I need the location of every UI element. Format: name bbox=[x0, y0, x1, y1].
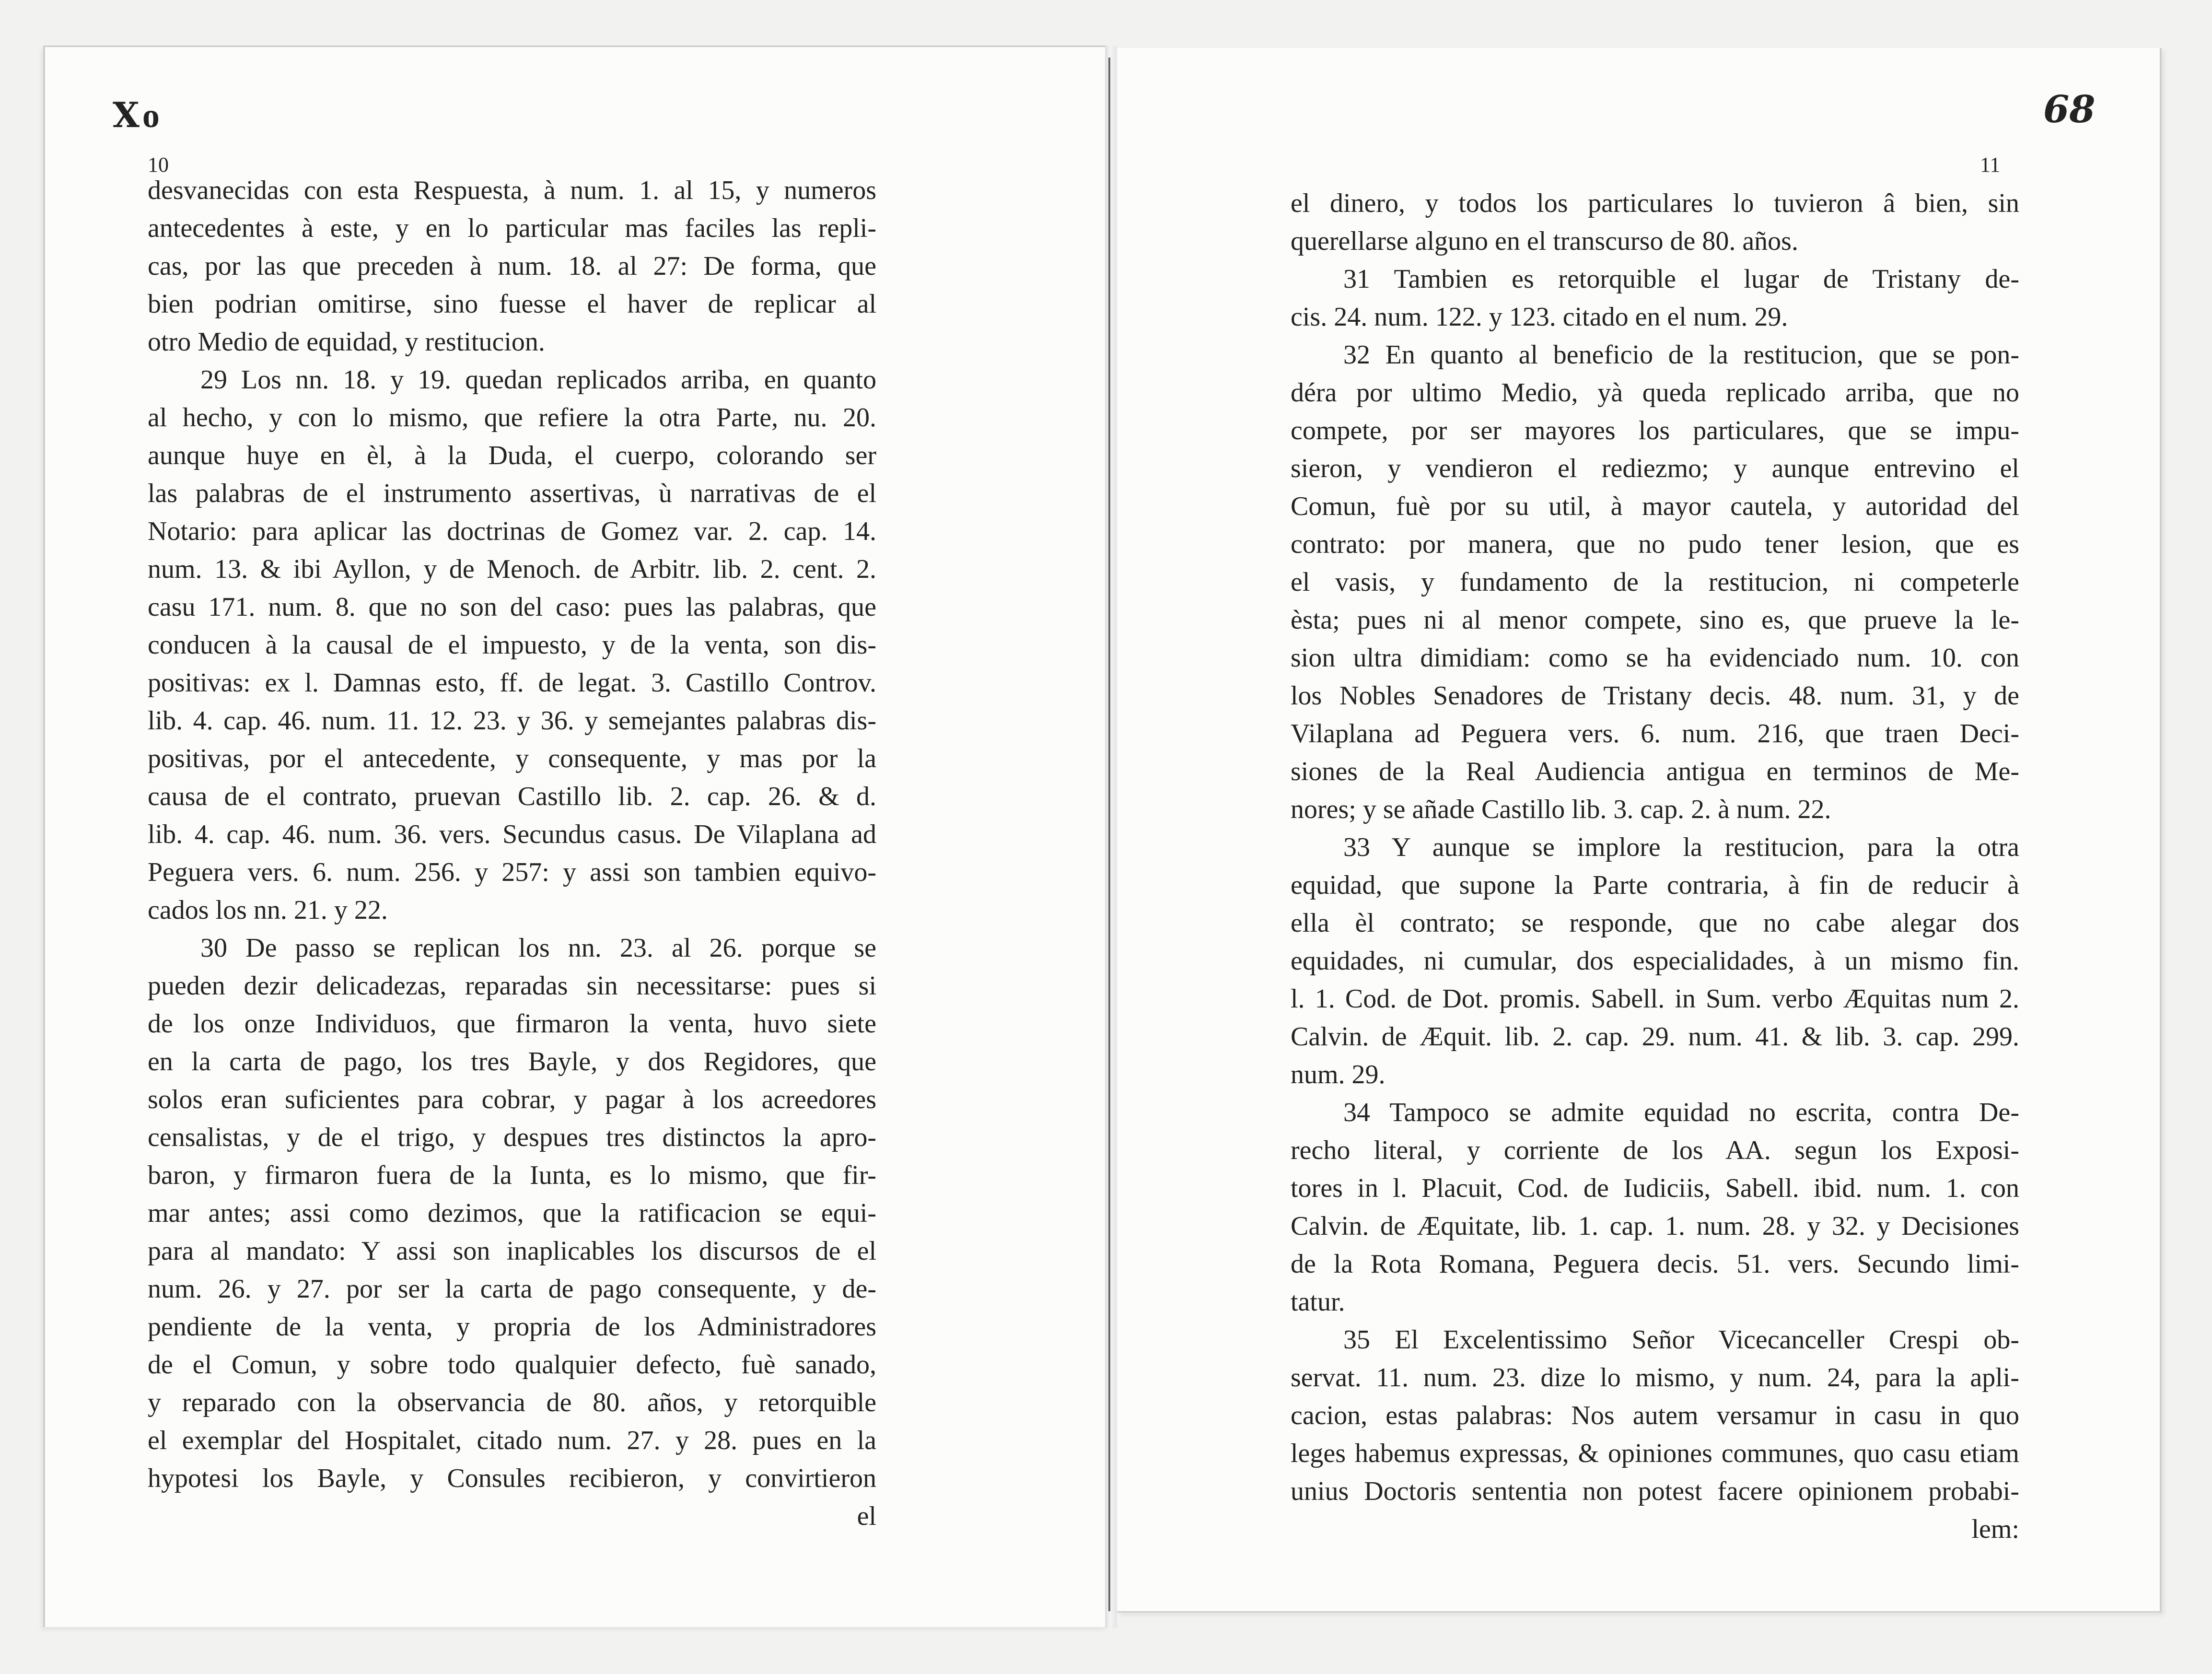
text-line: y reparado con la observancia de 80. años, y retorquible bbox=[148, 1388, 876, 1417]
page-number-left: 10 bbox=[148, 153, 169, 176]
catchword-left: el bbox=[857, 1501, 876, 1531]
text-line: de la Rota Romana, Peguera decis. 51. vers. Secundo limi- bbox=[1291, 1249, 2019, 1279]
text-line: positivas, por el antecedente, y consequente, y mas por la bbox=[148, 744, 876, 773]
text-line: unius Doctoris sententia non potest facere opinionem probabi- bbox=[1291, 1476, 2019, 1506]
right-text-column bbox=[1291, 185, 2019, 1548]
text-line: Calvin. de Æquit. lib. 2. cap. 29. num. 41. & lib. 3. cap. 299. bbox=[1291, 1022, 2019, 1052]
text-line: servat. 11. num. 23. dize lo mismo, y num. 24, para la apli- bbox=[1291, 1363, 2019, 1393]
text-line: pueden dezir delicadezas, reparadas sin necessitarse: pues si bbox=[148, 971, 876, 1001]
handwritten-folio-left: Ⅹo bbox=[113, 96, 163, 135]
text-line: l. 1. Cod. de Dot. promis. Sabell. in Sum. verbo Æquitas num 2. bbox=[1291, 984, 2019, 1014]
text-line: cas, por las que preceden à num. 18. al 27: De forma, que bbox=[148, 251, 876, 281]
text-line: equidades, ni cumular, dos especialidades, à un mismo fin. bbox=[1291, 946, 2019, 976]
text-line: antecedentes à este, y en lo particular mas faciles las repli- bbox=[148, 213, 876, 243]
catchword-right: lem: bbox=[1971, 1514, 2019, 1544]
page-number-right: 11 bbox=[1980, 153, 2001, 176]
text-line: casu 171. num. 8. que no son del caso: pues las palabras, que bbox=[148, 592, 876, 622]
text-line: positivas: ex l. Damnas esto, ff. de legat. 3. Castillo Controv. bbox=[148, 668, 876, 698]
text-line: Peguera vers. 6. num. 256. y 257: y assi son tambien equivo- bbox=[148, 857, 876, 887]
text-line: Notario: para aplicar las doctrinas de Gomez var. 2. cap. 14. bbox=[148, 516, 876, 546]
text-line: déra por ultimo Medio, yà queda replicado arriba, que no bbox=[1291, 378, 2019, 408]
text-line: cis. 24. num. 122. y 123. citado en el num. 29. bbox=[1291, 302, 1788, 332]
text-line: baron, y firmaron fuera de la Iunta, es lo mismo, que fir- bbox=[148, 1160, 876, 1190]
handwritten-folio-right: 68 bbox=[2043, 88, 2096, 131]
text-line: el exemplar del Hospitalet, citado num. 27. y 28. pues en la bbox=[148, 1426, 876, 1455]
text-line: èsta; pues ni al menor compete, sino es, que prueve la le- bbox=[1291, 605, 2019, 635]
text-line: equidad, que supone la Parte contraria, à fin de reducir à bbox=[1291, 870, 2019, 900]
text-line: cacion, estas palabras: Nos autem versamur in casu in quo bbox=[1291, 1401, 2019, 1430]
paragraph-32-start: 32 En quanto al beneficio de la restitucion, que se pon- bbox=[1343, 340, 2019, 370]
paragraph-33-start: 33 Y aunque se implore la restitucion, para la otra bbox=[1343, 832, 2019, 862]
text-line: para al mandato: Y assi son inaplicables los discursos de el bbox=[148, 1236, 876, 1266]
text-line: cados los nn. 21. y 22. bbox=[148, 895, 388, 925]
text-line: otro Medio de equidad, y restitucion. bbox=[148, 327, 545, 357]
text-line: conducen à la causal de el impuesto, y de la venta, son dis- bbox=[148, 630, 876, 660]
text-line: las palabras de el instrumento assertivas, ù narrativas de el bbox=[148, 479, 876, 508]
text-line: al hecho, y con lo mismo, que refiere la otra Parte, nu. 20. bbox=[148, 403, 876, 433]
text-line: solos eran suficientes para cobrar, y pagar à los acreedores bbox=[148, 1085, 876, 1114]
text-line: el dinero, y todos los particulares lo tuvieron â bien, sin bbox=[1291, 188, 2019, 218]
text-line: num. 13. & ibi Ayllon, y de Menoch. de Arbitr. lib. 2. cent. 2. bbox=[148, 554, 876, 584]
text-line: Comun, fuè por su util, à mayor cautela, y autoridad del bbox=[1291, 492, 2019, 521]
text-line: desvanecidas con esta Respuesta, à num. 1. al 15, y numeros bbox=[148, 176, 876, 205]
text-line: hypotesi los Bayle, y Consules recibieron, y convirtieron bbox=[148, 1463, 876, 1493]
book-gutter bbox=[1105, 46, 1117, 1628]
left-text-column bbox=[148, 172, 876, 1535]
text-line: mar antes; assi como dezimos, que la ratificacion se equi- bbox=[148, 1198, 876, 1228]
text-line: num. 26. y 27. por ser la carta de pago consequente, y de- bbox=[148, 1274, 876, 1304]
text-line: ella èl contrato; se responde, que no cabe alegar dos bbox=[1291, 908, 2019, 938]
text-line: bien podrian omitirse, sino fuesse el haver de replicar al bbox=[148, 289, 876, 319]
text-line: num. 29. bbox=[1291, 1060, 1385, 1089]
text-line: Vilaplana ad Peguera vers. 6. num. 216, que traen Deci- bbox=[1291, 719, 2019, 749]
text-line: lib. 4. cap. 46. num. 11. 12. 23. y 36. y semejantes palabras dis- bbox=[148, 706, 876, 736]
text-line: censalistas, y de el trigo, y despues tres distinctos la apro- bbox=[148, 1123, 876, 1152]
gutter-fold-line bbox=[1108, 58, 1110, 1611]
paragraph-30-start: 30 De passo se replican los nn. 23. al 26. porque se bbox=[200, 933, 876, 963]
text-line: pendiente de la venta, y propria de los Administradores bbox=[148, 1312, 876, 1342]
text-line: tatur. bbox=[1291, 1287, 1345, 1317]
paragraph-35-start: 35 El Excelentissimo Señor Vicecanceller Crespi ob- bbox=[1343, 1325, 2019, 1355]
text-line: contrato: por manera, que no pudo tener lesion, que es bbox=[1291, 529, 2019, 559]
text-line: en la carta de pago, los tres Bayle, y dos Regidores, que bbox=[148, 1047, 876, 1077]
text-line: Calvin. de Æquitate, lib. 1. cap. 1. num. 28. y 32. y Decisiones bbox=[1291, 1211, 2019, 1241]
text-line: el vasis, y fundamento de la restitucion, ni competerle bbox=[1291, 567, 2019, 597]
text-line: los Nobles Senadores de Tristany decis. 48. num. 31, y de bbox=[1291, 681, 2019, 711]
text-line: lib. 4. cap. 46. num. 36. vers. Secundus casus. De Vilaplana ad bbox=[148, 819, 876, 849]
text-line: recho literal, y corriente de los AA. segun los Exposi- bbox=[1291, 1136, 2019, 1165]
text-line: compete, por ser mayores los particulares, que se impu- bbox=[1291, 416, 2019, 445]
paragraph-29-start: 29 Los nn. 18. y 19. quedan replicados arriba, en quanto bbox=[200, 365, 876, 395]
text-line: nores; y se añade Castillo lib. 3. cap. 2. à num. 22. bbox=[1291, 795, 1831, 824]
text-line: de los onze Individuos, que firmaron la venta, huvo siete bbox=[148, 1009, 876, 1039]
text-line: causa de el contrato, pruevan Castillo lib. 2. cap. 26. & d. bbox=[148, 782, 876, 811]
text-line: tores in l. Placuit, Cod. de Iudiciis, Sabell. ibid. num. 1. con bbox=[1291, 1173, 2019, 1203]
paragraph-31-start: 31 Tambien es retorquible el lugar de Tristany de- bbox=[1343, 264, 2019, 294]
text-line: de el Comun, y sobre todo qualquier defecto, fuè sanado, bbox=[148, 1350, 876, 1380]
text-line: sieron, y vendieron el rediezmo; y aunque entrevino el bbox=[1291, 454, 2019, 483]
text-line: sion ultra dimidiam: como se ha evidenciado num. 10. con bbox=[1291, 643, 2019, 673]
text-line: aunque huye en èl, à la Duda, el cuerpo, colorando ser bbox=[148, 441, 876, 470]
text-line: siones de la Real Audiencia antigua en terminos de Me- bbox=[1291, 757, 2019, 786]
text-line: leges habemus expressas, & opiniones communes, quo casu etiam bbox=[1291, 1439, 2019, 1468]
paragraph-34-start: 34 Tampoco se admite equidad no escrita, contra De- bbox=[1343, 1098, 2019, 1127]
text-line: querellarse alguno en el transcurso de 80. años. bbox=[1291, 226, 1798, 256]
